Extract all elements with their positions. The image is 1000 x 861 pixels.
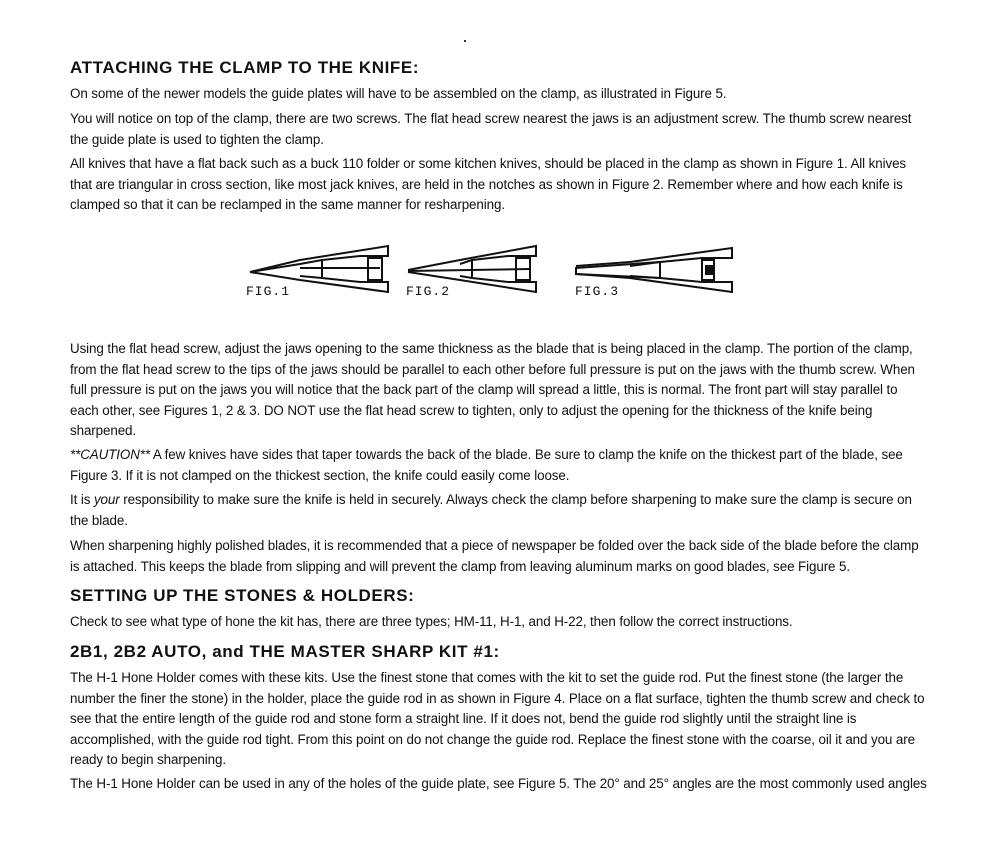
clamp-figures-drawing <box>240 238 740 300</box>
figure-1-label: FIG.1 <box>246 284 291 299</box>
scan-speck <box>464 40 466 42</box>
caution-text: A few knives have sides that taper towards the back of the blade. Be sure to clamp the knife on the thickest part of the blade, see Figure 3. If it is not clamped on the thickest section, the knife could easily come loose. <box>70 447 903 483</box>
responsibility-start: It is <box>70 492 94 507</box>
figure-3-label: FIG.3 <box>575 284 620 299</box>
paragraph-h1-hone-holder: The H-1 Hone Holder comes with these kits. Use the finest stone that comes with the kit to set the guide rod. Put the finest stone (the larger the number the finer the stone) in the holder, place the guide rod in as shown in Figure 4. Place on a flat surface, tighten the thumb screw and check to see that the entire length of the guide rod and stone form a straight line. If it does not, bend the guide rod slightly until the straight line is accomplished, with the guide rod tight. From this point on do not change the guide rod. Replace the finest stone with the coarse, oil it and you are ready to begin sharpening. <box>70 670 925 767</box>
heading-kits: 2B1, 2B2 AUTO, and THE MASTER SHARP KIT #1: <box>70 642 500 661</box>
responsibility-emphasis: your <box>93 492 120 507</box>
heading-attaching-clamp: ATTACHING THE CLAMP TO THE KNIFE: <box>70 58 420 77</box>
heading-setting-up-stones: SETTING UP THE STONES & HOLDERS: <box>70 586 415 605</box>
figure-2-label: FIG.2 <box>406 284 451 299</box>
caution-label: **CAUTION** <box>70 447 151 462</box>
paragraph-responsibility <box>70 490 927 531</box>
paragraph-two-screws: You will notice on top of the clamp, there are two screws. The flat head screw nearest the jaws is an adjustment screw. The thumb screw nearest the guide plate is used to tighten the clamp. <box>70 111 912 147</box>
paragraph-adjust-jaws: Using the flat head screw, adjust the jaws opening to the same thickness as the blade that is being placed in the clamp. The portion of the clamp, from the flat head screw to the tips of the jaws should be parallel to each other before full pressure is put on the jaws with the thumb screw. When full pressure is put on the jaws you will notice that the back part of the clamp will spread a little, this is normal. The front part will stay parallel to each other, see Figures 1, 2 & 3. DO NOT use the flat head screw to tighten, only to adjust the opening for the thickness of the knife being sharpened. <box>70 341 915 438</box>
responsibility-end: responsibility to make sure the knife is held in securely. Always check the clamp before sharpening to make sure the clamp is secure on the blade. <box>70 492 912 528</box>
paragraph-caution <box>70 445 927 486</box>
paragraph-hone-types: Check to see what type of hone the kit has, there are three types; HM-11, H-1, and H-22, then follow the correct instructions. <box>70 614 793 629</box>
paragraph-polished-blades: When sharpening highly polished blades, it is recommended that a piece of newspaper be folded over the back side of the blade before the clamp is attached. This keeps the blade from slipping and will prevent the clamp from leaving aluminum marks on good blades, see Figure 5. <box>70 538 919 574</box>
paragraph-guide-plates: On some of the newer models the guide plates will have to be assembled on the clamp, as illustrated in Figure 5. <box>70 86 727 101</box>
paragraph-knife-types: All knives that have a flat back such as a buck 110 folder or some kitchen knives, should be placed in the clamp as shown in Figure 1. All knives that are triangular in cross section, like most jack knives, are held in the notches as shown in Figure 2. Remember where and how each knife is clamped so that it can be reclamped in the same manner for resharpening. <box>70 156 907 212</box>
paragraph-angles: The H-1 Hone Holder can be used in any of the holes of the guide plate, see Figure 5. The 20° and 25° angles are the most commonly used angles <box>70 776 927 791</box>
clamp-figures <box>240 238 740 300</box>
